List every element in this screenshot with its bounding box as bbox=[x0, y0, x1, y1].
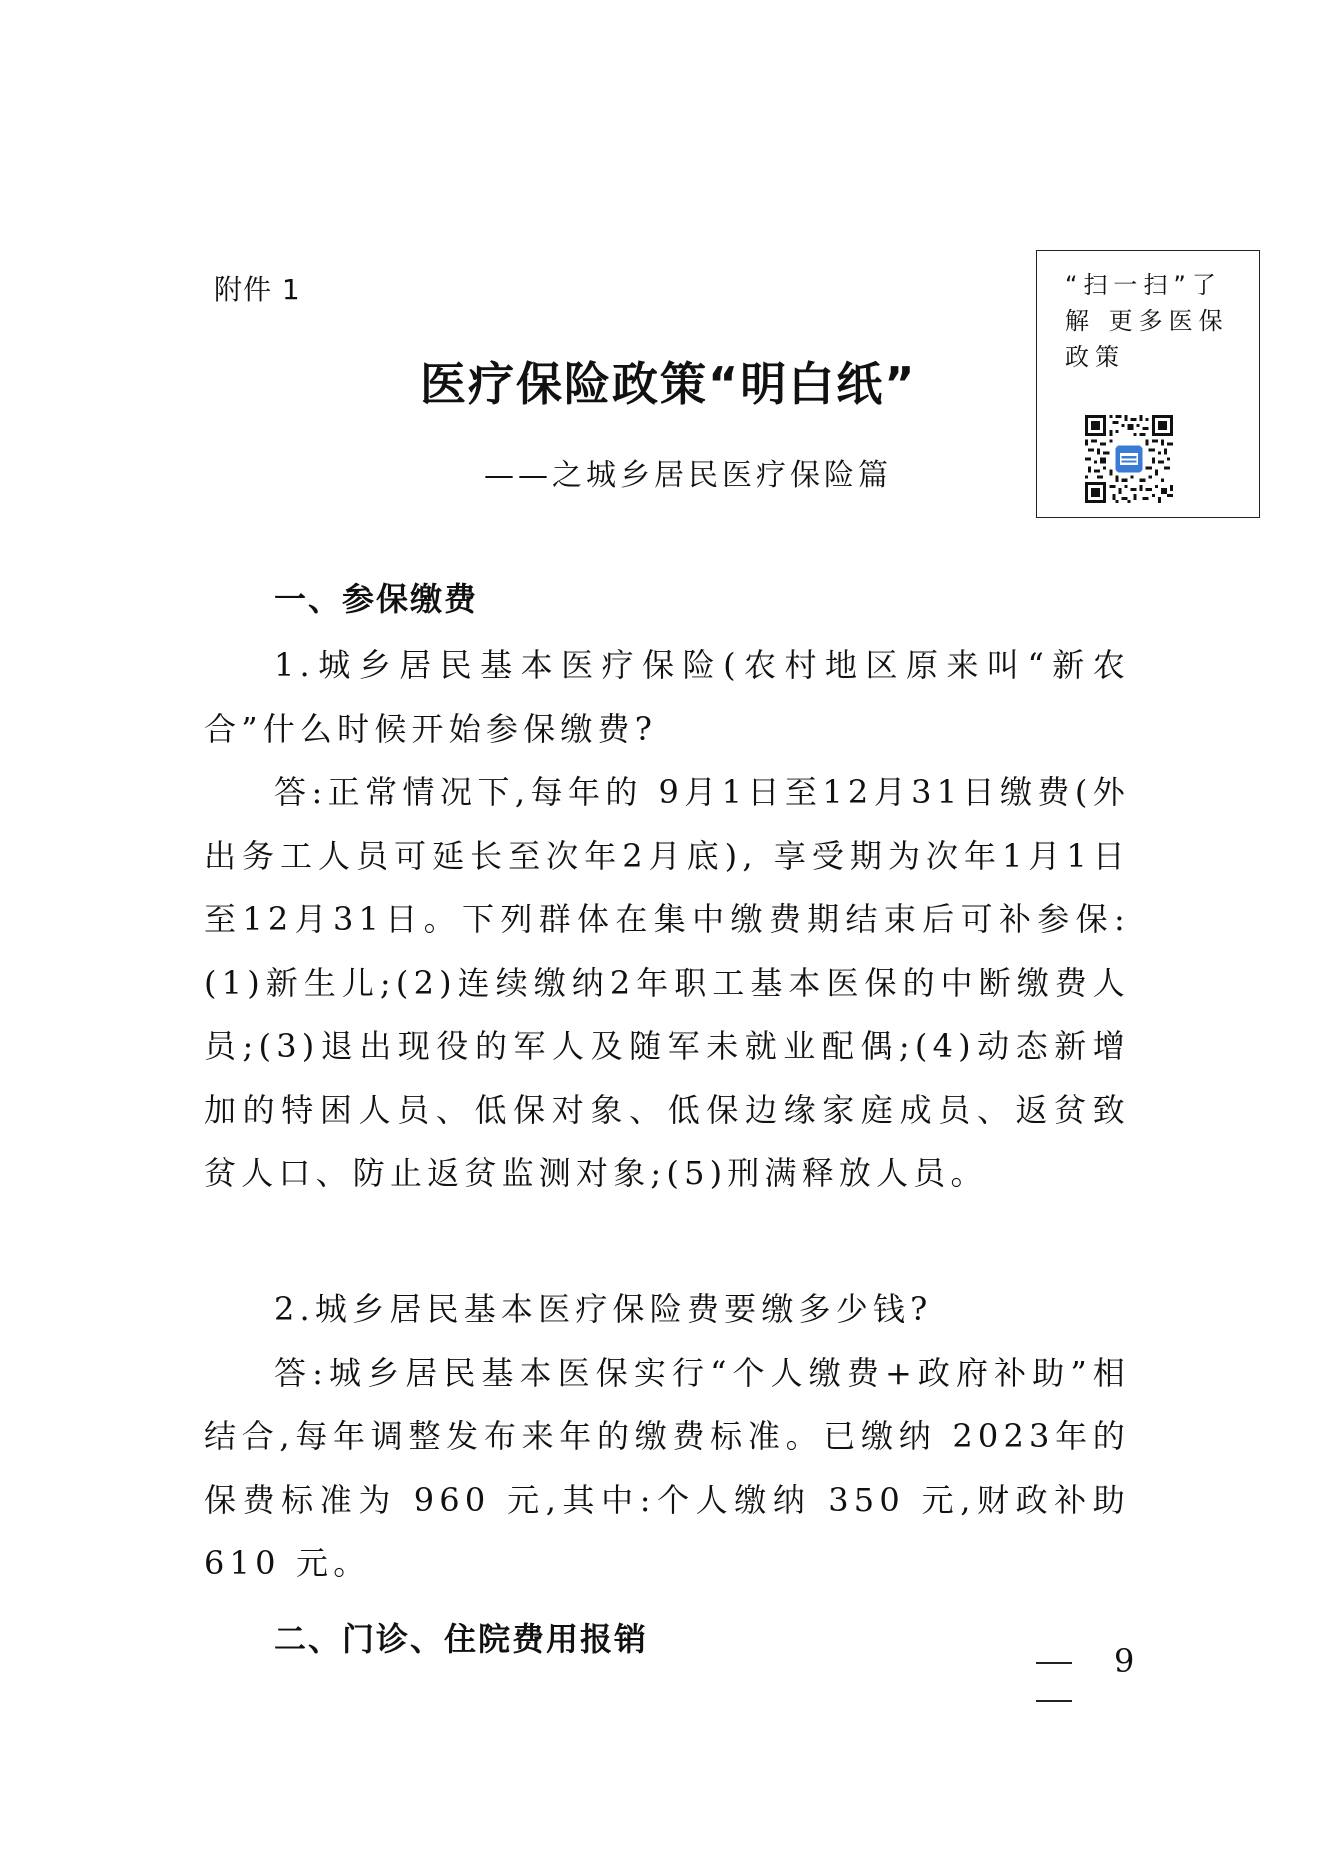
section-body-enrollment bbox=[204, 634, 1130, 1206]
document-subtitle: ——之城乡居民医疗保险篇 bbox=[484, 458, 892, 493]
answer-2: 答:城乡居民基本医保实行“个人缴费+政府补助”相结合,每年调整发布来年的缴费标准。已缴纳 2023年的保费标准为 960 元,其中:个人缴纳 350 元,财政补助 610 元。 bbox=[204, 1353, 1130, 1582]
question-1: 1.城乡居民基本医疗保险(农村地区原来叫“新农合”什么时候开始参保缴费? bbox=[204, 646, 1130, 748]
page-number-dash bbox=[1036, 1662, 1072, 1664]
page-number-value: 9 bbox=[1114, 1642, 1135, 1680]
qr-code-icon bbox=[1085, 415, 1173, 503]
attachment-label: 附件 1 bbox=[214, 273, 301, 306]
section-heading-enrollment: 一、参保缴费 bbox=[274, 580, 479, 618]
document-title: 医疗保险政策“明白纸” bbox=[420, 357, 917, 411]
qr-caption: “扫一扫”了解 更多医保政策 bbox=[1065, 271, 1229, 371]
page-number-dash bbox=[1036, 1700, 1072, 1702]
page-number bbox=[1036, 1642, 1146, 1712]
answer-1: 答:正常情况下,每年的 9月1日至12月31日缴费(外出务工人员可延长至次年2月底), 享受期为次年1月1日至12月31日。下列群体在集中缴费期结束后可补参保:(1)新生儿;(2)连续缴纳2年职工基本医保的中断缴费人员;(3)退出现役的军人及随军未就业配偶;(4)动态新增加的特困人员、低保对象、低保边缘家庭成员、返贫致贫人口、防止返贫监测对象;(5)刑满释放人员。 bbox=[204, 773, 1130, 1192]
qr-code-panel bbox=[1036, 250, 1260, 518]
section-heading-reimbursement: 二、门诊、住院费用报销 bbox=[274, 1620, 649, 1658]
section-body-premium bbox=[204, 1278, 1130, 1596]
question-2: 2.城乡居民基本医疗保险费要缴多少钱? bbox=[274, 1290, 933, 1328]
